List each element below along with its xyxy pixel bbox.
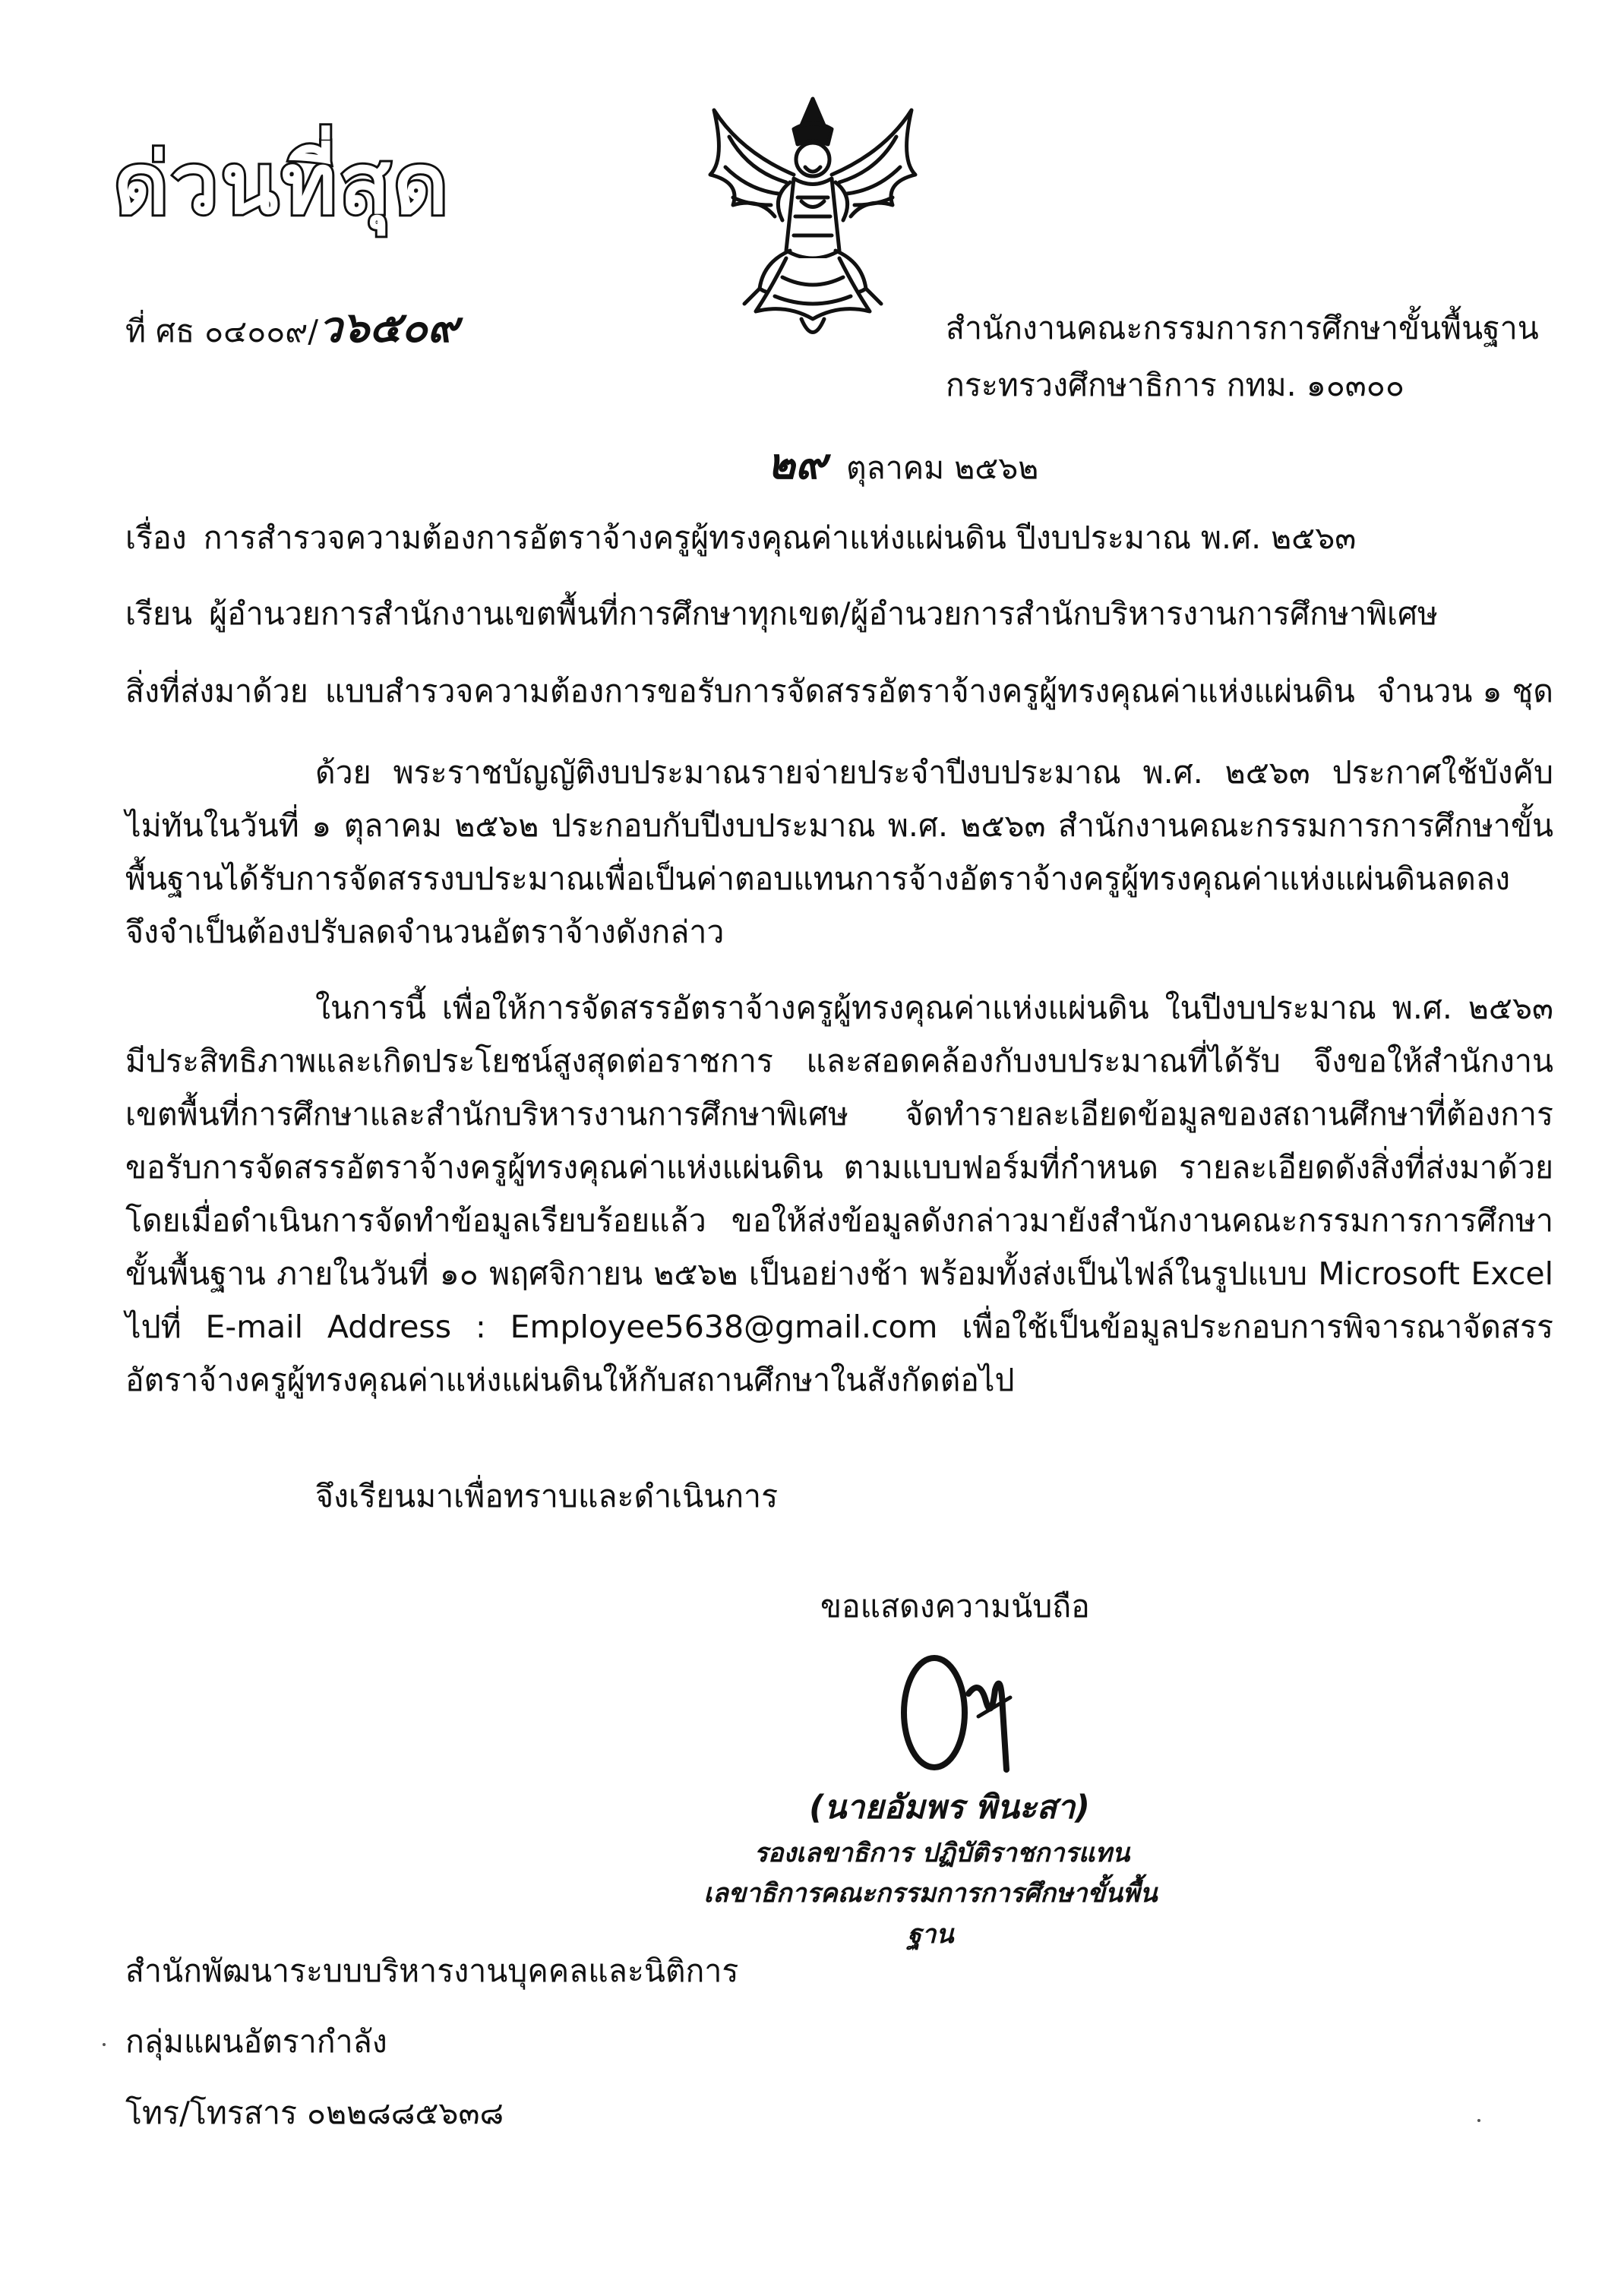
enclosure-text: แบบสำรวจความต้องการขอรับการจัดสรรอัตราจ้างครูผู้ทรงคุณค่าแห่งแผ่นดิน — [324, 673, 1355, 709]
subject-line — [125, 515, 1356, 561]
paragraph-text: ด้วย พระราชบัญญัติงบประมาณรายจ่ายประจำปีงบประมาณ พ.ศ. ๒๕๖๓ ประกาศใช้บังคับไม่ทันในวันที่ ๑ ตุลาคม ๒๕๖๒ ประกอบกับปีงบประมาณ พ.ศ. ๒๕๖๓ สำนักงานคณะกรรมการการศึกษาขั้นพื้นฐานได้รับการจัดสรรงบประมาณเพื่อเป็นค่าตอบแทนการจ้างอัตราจ้างครูผู้ทรงคุณค่าแห่งแผ่นดินลดลง จึงจำเป็นต้องปรับลดจำนวนอัตราจ้างดังกล่าว — [125, 754, 1553, 950]
letter-number-handwritten: ว๖๕๐๙ — [318, 303, 459, 352]
body-paragraph-2 — [125, 981, 1553, 1407]
signatory-position-2: เลขาธิการคณะกรรมการการศึกษาขั้นพื้นฐาน — [703, 1878, 1158, 1950]
garuda-emblem — [687, 91, 938, 349]
urgency-stamp: ด่วนที่สุด — [114, 135, 451, 232]
body-paragraph-1 — [125, 746, 1553, 958]
subject-text: การสำรวจความต้องการอัตราจ้างครูผู้ทรงคุณค่าแห่งแผ่นดิน ปีงบประมาณ พ.ศ. ๒๕๖๓ — [203, 519, 1357, 556]
handwritten-signature — [889, 1648, 1025, 1777]
scan-speck — [1477, 2119, 1480, 2122]
date-month-year: ตุลาคม ๒๕๖๒ — [845, 450, 1039, 486]
letter-number — [125, 305, 459, 354]
enclosure-label: สิ่งที่ส่งมาด้วย — [125, 673, 308, 709]
footer-office: สำนักพัฒนาระบบบริหารงานบุคคลและนิติการ — [125, 1953, 739, 1989]
footer-group: กลุ่มแผนอัตรากำลัง — [125, 2023, 387, 2060]
subject-label: เรื่อง — [125, 519, 187, 556]
issuer-address: กระทรวงศึกษาธิการ กทม. ๑๐๓๐๐ — [946, 367, 1404, 403]
recipient-text: ผู้อำนวยการสำนักงานเขตพื้นที่การศึกษาทุกเขต/ผู้อำนวยการสำนักบริหารงานการศึกษาพิเศษ — [209, 595, 1439, 632]
recipient-label: เรียน — [125, 595, 193, 632]
closing-line: จึงเรียนมาเพื่อทราบและดำเนินการ — [315, 1478, 779, 1514]
date-day-handwritten: ๒๙ — [767, 440, 826, 489]
letter-date — [767, 442, 1038, 491]
regards-line: ขอแสดงความนับถือ — [820, 1588, 1090, 1625]
scan-speck — [103, 2043, 106, 2046]
recipient-line — [125, 591, 1438, 636]
issuer-name: สำนักงานคณะกรรมการการศึกษาขั้นพื้นฐาน — [946, 310, 1539, 346]
enclosure-line — [125, 668, 1553, 714]
enclosure-qty: จำนวน ๑ ชุด — [1376, 673, 1553, 709]
signatory-name: (นายอัมพร พินะสา) — [809, 1789, 1090, 1827]
letter-number-prefix: ที่ ศธ ๐๔๐๐๙/ — [125, 313, 319, 349]
signatory-position-1: รองเลขาธิการ ปฏิบัติราชการแทน — [754, 1838, 1130, 1868]
paragraph-text: ในการนี้ เพื่อให้การจัดสรรอัตราจ้างครูผู้ทรงคุณค่าแห่งแผ่นดิน ในปีงบประมาณ พ.ศ. ๒๕๖๓ มีประสิทธิภาพและเกิดประโยชน์สูงสุดต่อราชการ และสอดคล้องกับงบประมาณที่ได้รับ จึงขอให้สำนักงานเขตพื้นที่การศึกษาและสำนักบริหารงานการศึกษาพิเศษ จัดทำรายละเอียดข้อมูลของสถานศึกษาที่ต้องการขอรับการจัดสรรอัตราจ้างครูผู้ทรงคุณค่าแห่งแผ่นดิน ตามแบบฟอร์มที่กำหนด รายละเอียดดังสิ่งที่ส่งมาด้วย โดยเมื่อดำเนินการจัดทำข้อมูลเรียบร้อยแล้ว ขอให้ส่งข้อมูลดังกล่าวมายังสำนักงานคณะกรรมการการศึกษาขั้นพื้นฐาน ภายในวันที่ ๑๐ พฤศจิกายน ๒๕๖๒ เป็นอย่างช้า พร้อมทั้งส่งเป็นไฟล์ในรูปแบบ Microsoft Excel ไปที่ E-mail Address : Employee5638@gmail.com เพื่อใช้เป็นข้อมูลประกอบการพิจารณาจัดสรรอัตราจ้างครูผู้ทรงคุณค่าแห่งแผ่นดินให้กับสถานศึกษาในสังกัดต่อไป — [125, 990, 1553, 1398]
footer-phone: โทร/โทรสาร ๐๒๒๘๘๕๖๓๘ — [125, 2095, 504, 2131]
